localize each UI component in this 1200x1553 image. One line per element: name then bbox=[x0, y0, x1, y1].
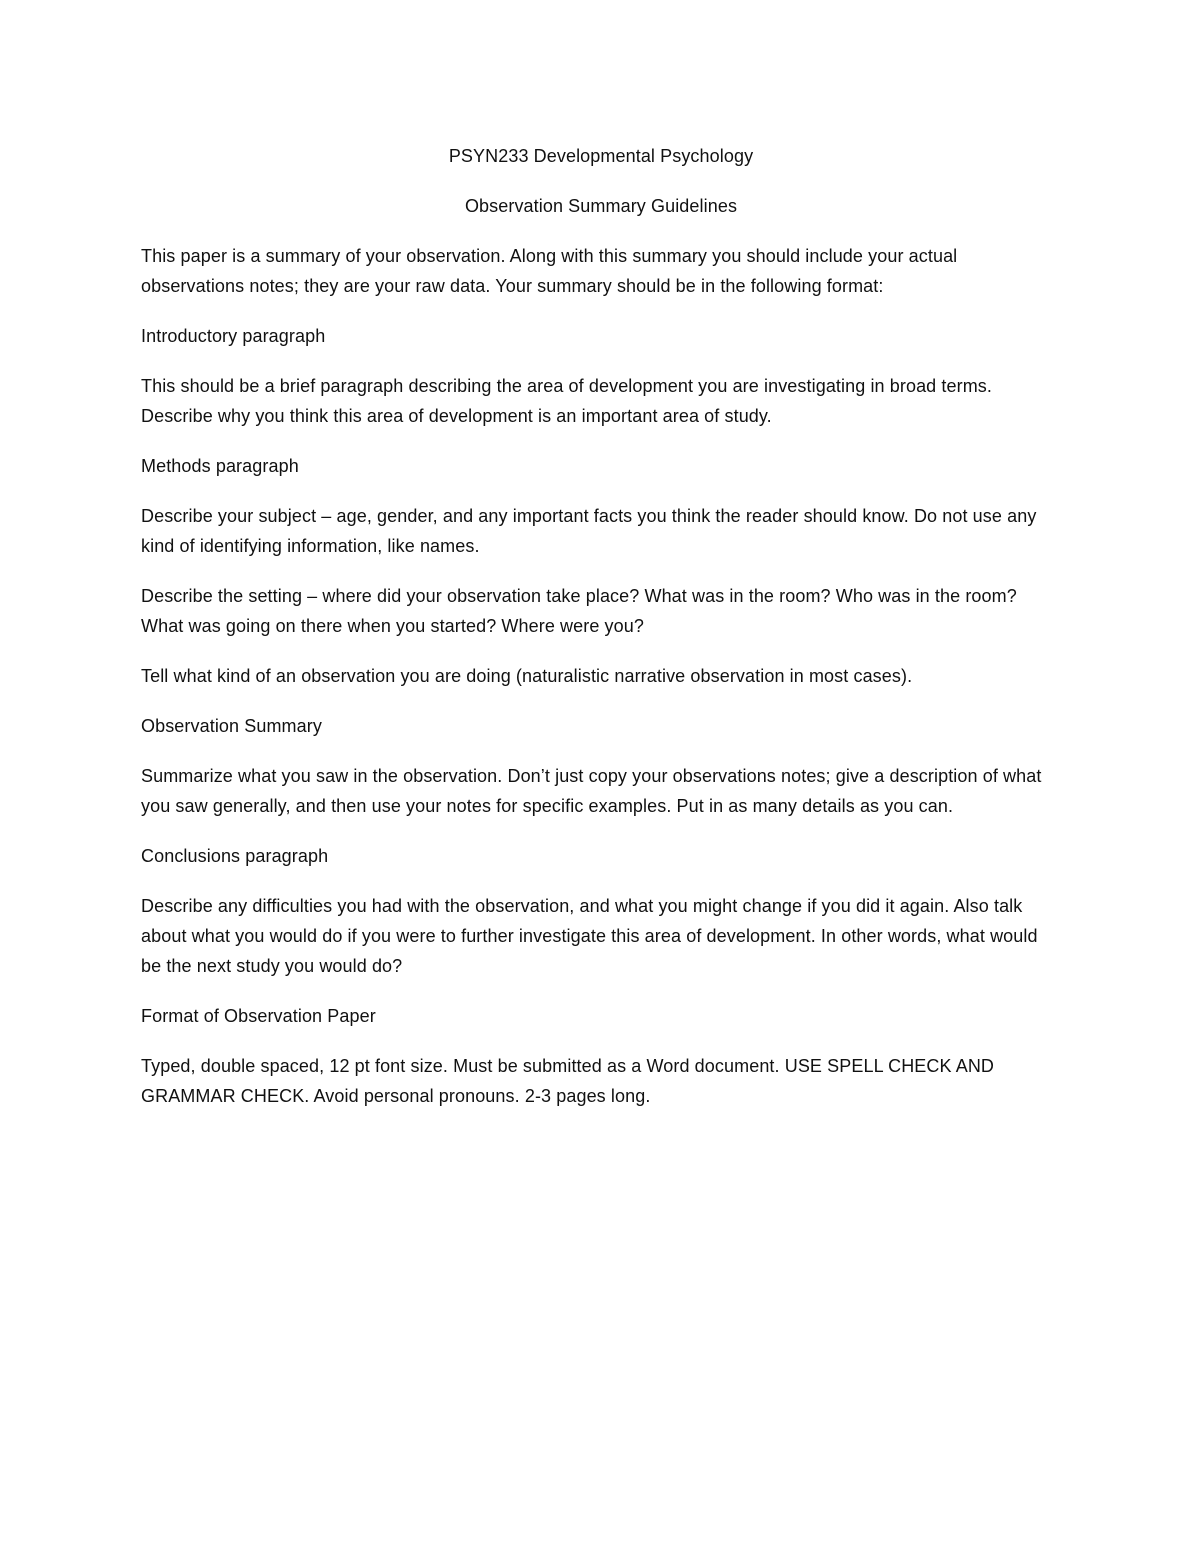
methods-type-paragraph: Tell what kind of an observation you are doing (naturalistic narrative observation in most cases). bbox=[141, 666, 913, 686]
section-heading-methods: Methods paragraph bbox=[141, 456, 299, 476]
section-heading-format: Format of Observation Paper bbox=[141, 1006, 376, 1026]
section-heading-conclusions: Conclusions paragraph bbox=[141, 846, 329, 866]
methods-setting-paragraph: Describe the setting – where did your observation take place? What was in the room? Who was in the room? What was going on there when you started? Where were you? bbox=[141, 586, 1017, 636]
section-heading-observation-summary: Observation Summary bbox=[141, 716, 322, 736]
observation-summary-paragraph: Summarize what you saw in the observation. Don’t just copy your observations notes; give a description of what you saw generally, and then use your notes for specific examples. Put in as many details as you can. bbox=[141, 766, 1042, 816]
document-body bbox=[141, 141, 1061, 1131]
course-title: PSYN233 Developmental Psychology bbox=[448, 146, 754, 166]
format-paragraph: Typed, double spaced, 12 pt font size. Must be submitted as a Word document. USE SPELL CHECK AND GRAMMAR CHECK. Avoid personal pronouns. 2-3 pages long. bbox=[141, 1056, 995, 1106]
section-heading-introductory: Introductory paragraph bbox=[141, 326, 326, 346]
methods-subject-paragraph: Describe your subject – age, gender, and any important facts you think the reader should know. Do not use any kind of identifying information, like names. bbox=[141, 506, 1037, 556]
conclusions-paragraph: Describe any difficulties you had with the observation, and what you might change if you did it again. Also talk about what you would do if you were to further investigate this area of development. In other words, what would be the next study you would do? bbox=[141, 896, 1038, 976]
document-title: Observation Summary Guidelines bbox=[464, 196, 738, 216]
intro-text: This paper is a summary of your observation. Along with this summary you should include your actual observations notes; they are your raw data. Your summary should be in the following format: bbox=[141, 246, 958, 296]
introductory-paragraph: This should be a brief paragraph describing the area of development you are investigating in broad terms. Describe why you think this area of development is an important area of study. bbox=[141, 376, 992, 426]
